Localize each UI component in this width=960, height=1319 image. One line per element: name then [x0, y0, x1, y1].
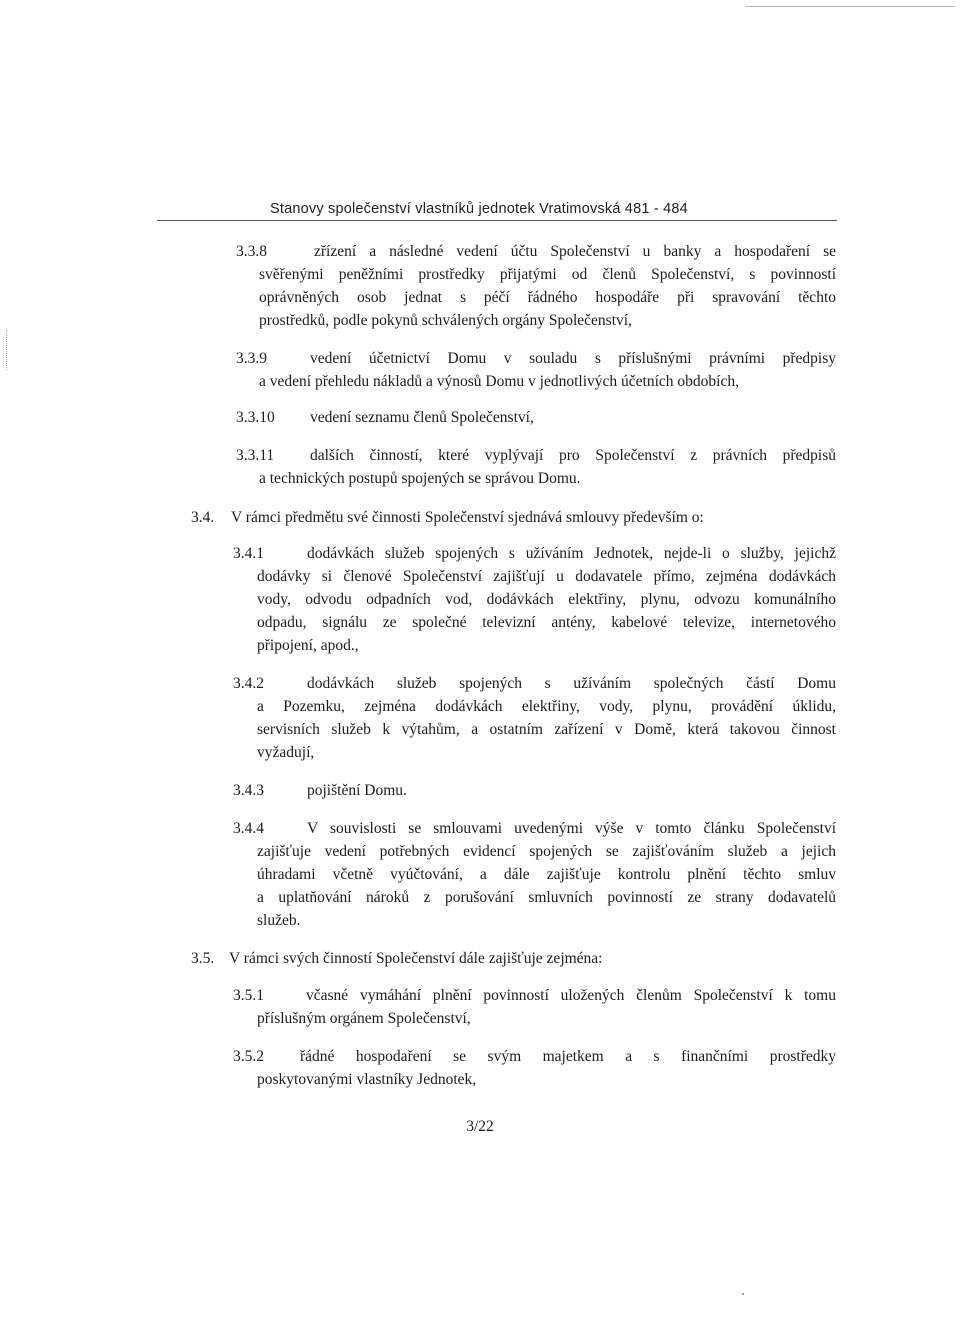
section-number: 3.4.4	[233, 820, 264, 837]
document-header: Stanovy společenství vlastníků jednotek Vratimovská 481 - 484	[270, 201, 688, 217]
paragraph-line: služeb.	[257, 912, 301, 929]
paragraph-line: příslušným orgánem Společenství,	[257, 1010, 471, 1027]
paragraph-line: a vedení přehledu nákladů a výnosů Domu v jednotlivých účetních obdobích,	[259, 373, 739, 390]
paragraph-line: řádné hospodaření se svým majetkem a s finančními prostředky	[300, 1048, 836, 1065]
paragraph-line: vedení seznamu členů Společenství,	[310, 409, 534, 426]
header-rule	[157, 220, 837, 221]
section-number: 3.4.2	[233, 675, 264, 692]
paragraph-line: dalších činností, které vyplývají pro Společenství z právních předpisů	[310, 447, 836, 464]
section-number: 3.5.	[191, 950, 215, 967]
paragraph-line: oprávněných osob jednat s péčí řádného hospodáře při spravování těchto	[259, 289, 836, 306]
paragraph-line: zajišťuje vedení potřebných evidencí spojených se zajišťováním služeb a jejich	[257, 843, 836, 860]
section-number: 3.5.1	[233, 987, 264, 1004]
page-number: 3/22	[466, 1118, 494, 1135]
paragraph-line: pojištění Domu.	[307, 782, 407, 799]
paragraph-line: V rámci předmětu své činnosti Společenství sjednává smlouvy především o:	[231, 509, 704, 526]
paragraph-line: poskytovanými vlastníky Jednotek,	[257, 1071, 477, 1088]
paragraph-line: dodávkách služeb spojených s užíváním Jednotek, nejde-li o služby, jejichž	[307, 545, 836, 562]
section-number: 3.4.1	[233, 545, 264, 562]
paragraph-line: vody, odvodu odpadních vod, dodávkách elektřiny, plynu, odvozu komunálního	[257, 591, 836, 608]
paragraph-line: V souvislosti se smlouvami uvedenými výše v tomto článku Společenství	[307, 820, 836, 837]
section-number: 3.4.3	[233, 782, 264, 799]
section-number: 3.4.	[191, 509, 215, 526]
paragraph-line: svěřenými peněžními prostředky přijatými od členů Společenství, s povinností	[259, 266, 836, 283]
paragraph-line: vyžadují,	[257, 744, 315, 761]
paragraph-line: prostředků, podle pokynů schválených orgány Společenství,	[259, 312, 632, 329]
paragraph-line: V rámci svých činností Společenství dále zajišťuje zejména:	[229, 950, 603, 967]
paragraph-line: vedení účetnictví Domu v souladu s příslušnými právními předpisy	[310, 350, 836, 367]
section-number: 3.5.2	[233, 1048, 264, 1065]
scan-edge-line	[745, 6, 955, 7]
paragraph-line: odpadu, signálu ze společné televizní antény, kabelové televize, internetového	[257, 614, 836, 631]
section-number: 3.3.10	[236, 409, 275, 426]
paragraph-line: dodávky si členové Společenství zajišťují u dodavatele přímo, zejména dodávkách	[257, 568, 836, 585]
section-number: 3.3.9	[236, 350, 267, 367]
paragraph-line: zřízení a následné vedení účtu Společenství u banky a hospodaření se	[314, 243, 836, 260]
paragraph-line: a technických postupů spojených se správou Domu.	[259, 470, 581, 487]
paragraph-line: servisních služeb k výtahům, a ostatním zařízení v Domě, která takovou činnost	[257, 721, 836, 738]
margin-mark	[6, 330, 11, 370]
paragraph-line: dodávkách služeb spojených s užíváním společných částí Domu	[307, 675, 836, 692]
paragraph-line: úhradami včetně vyúčtování, a dále zajišťuje kontrolu plnění těchto smluv	[257, 866, 836, 883]
scan-speck	[742, 1293, 744, 1295]
paragraph-line: připojení, apod.,	[257, 637, 359, 654]
paragraph-line: a Pozemku, zejména dodávkách elektřiny, vody, plynu, provádění úklidu,	[257, 698, 836, 715]
paragraph-line: včasné vymáhání plnění povinností uložených členům Společenství k tomu	[306, 987, 836, 1004]
paragraph-line: a uplatňování nároků z porušování smluvních povinností ze strany dodavatelů	[257, 889, 836, 906]
section-number: 3.3.8	[236, 243, 267, 260]
section-number: 3.3.11	[236, 447, 275, 464]
